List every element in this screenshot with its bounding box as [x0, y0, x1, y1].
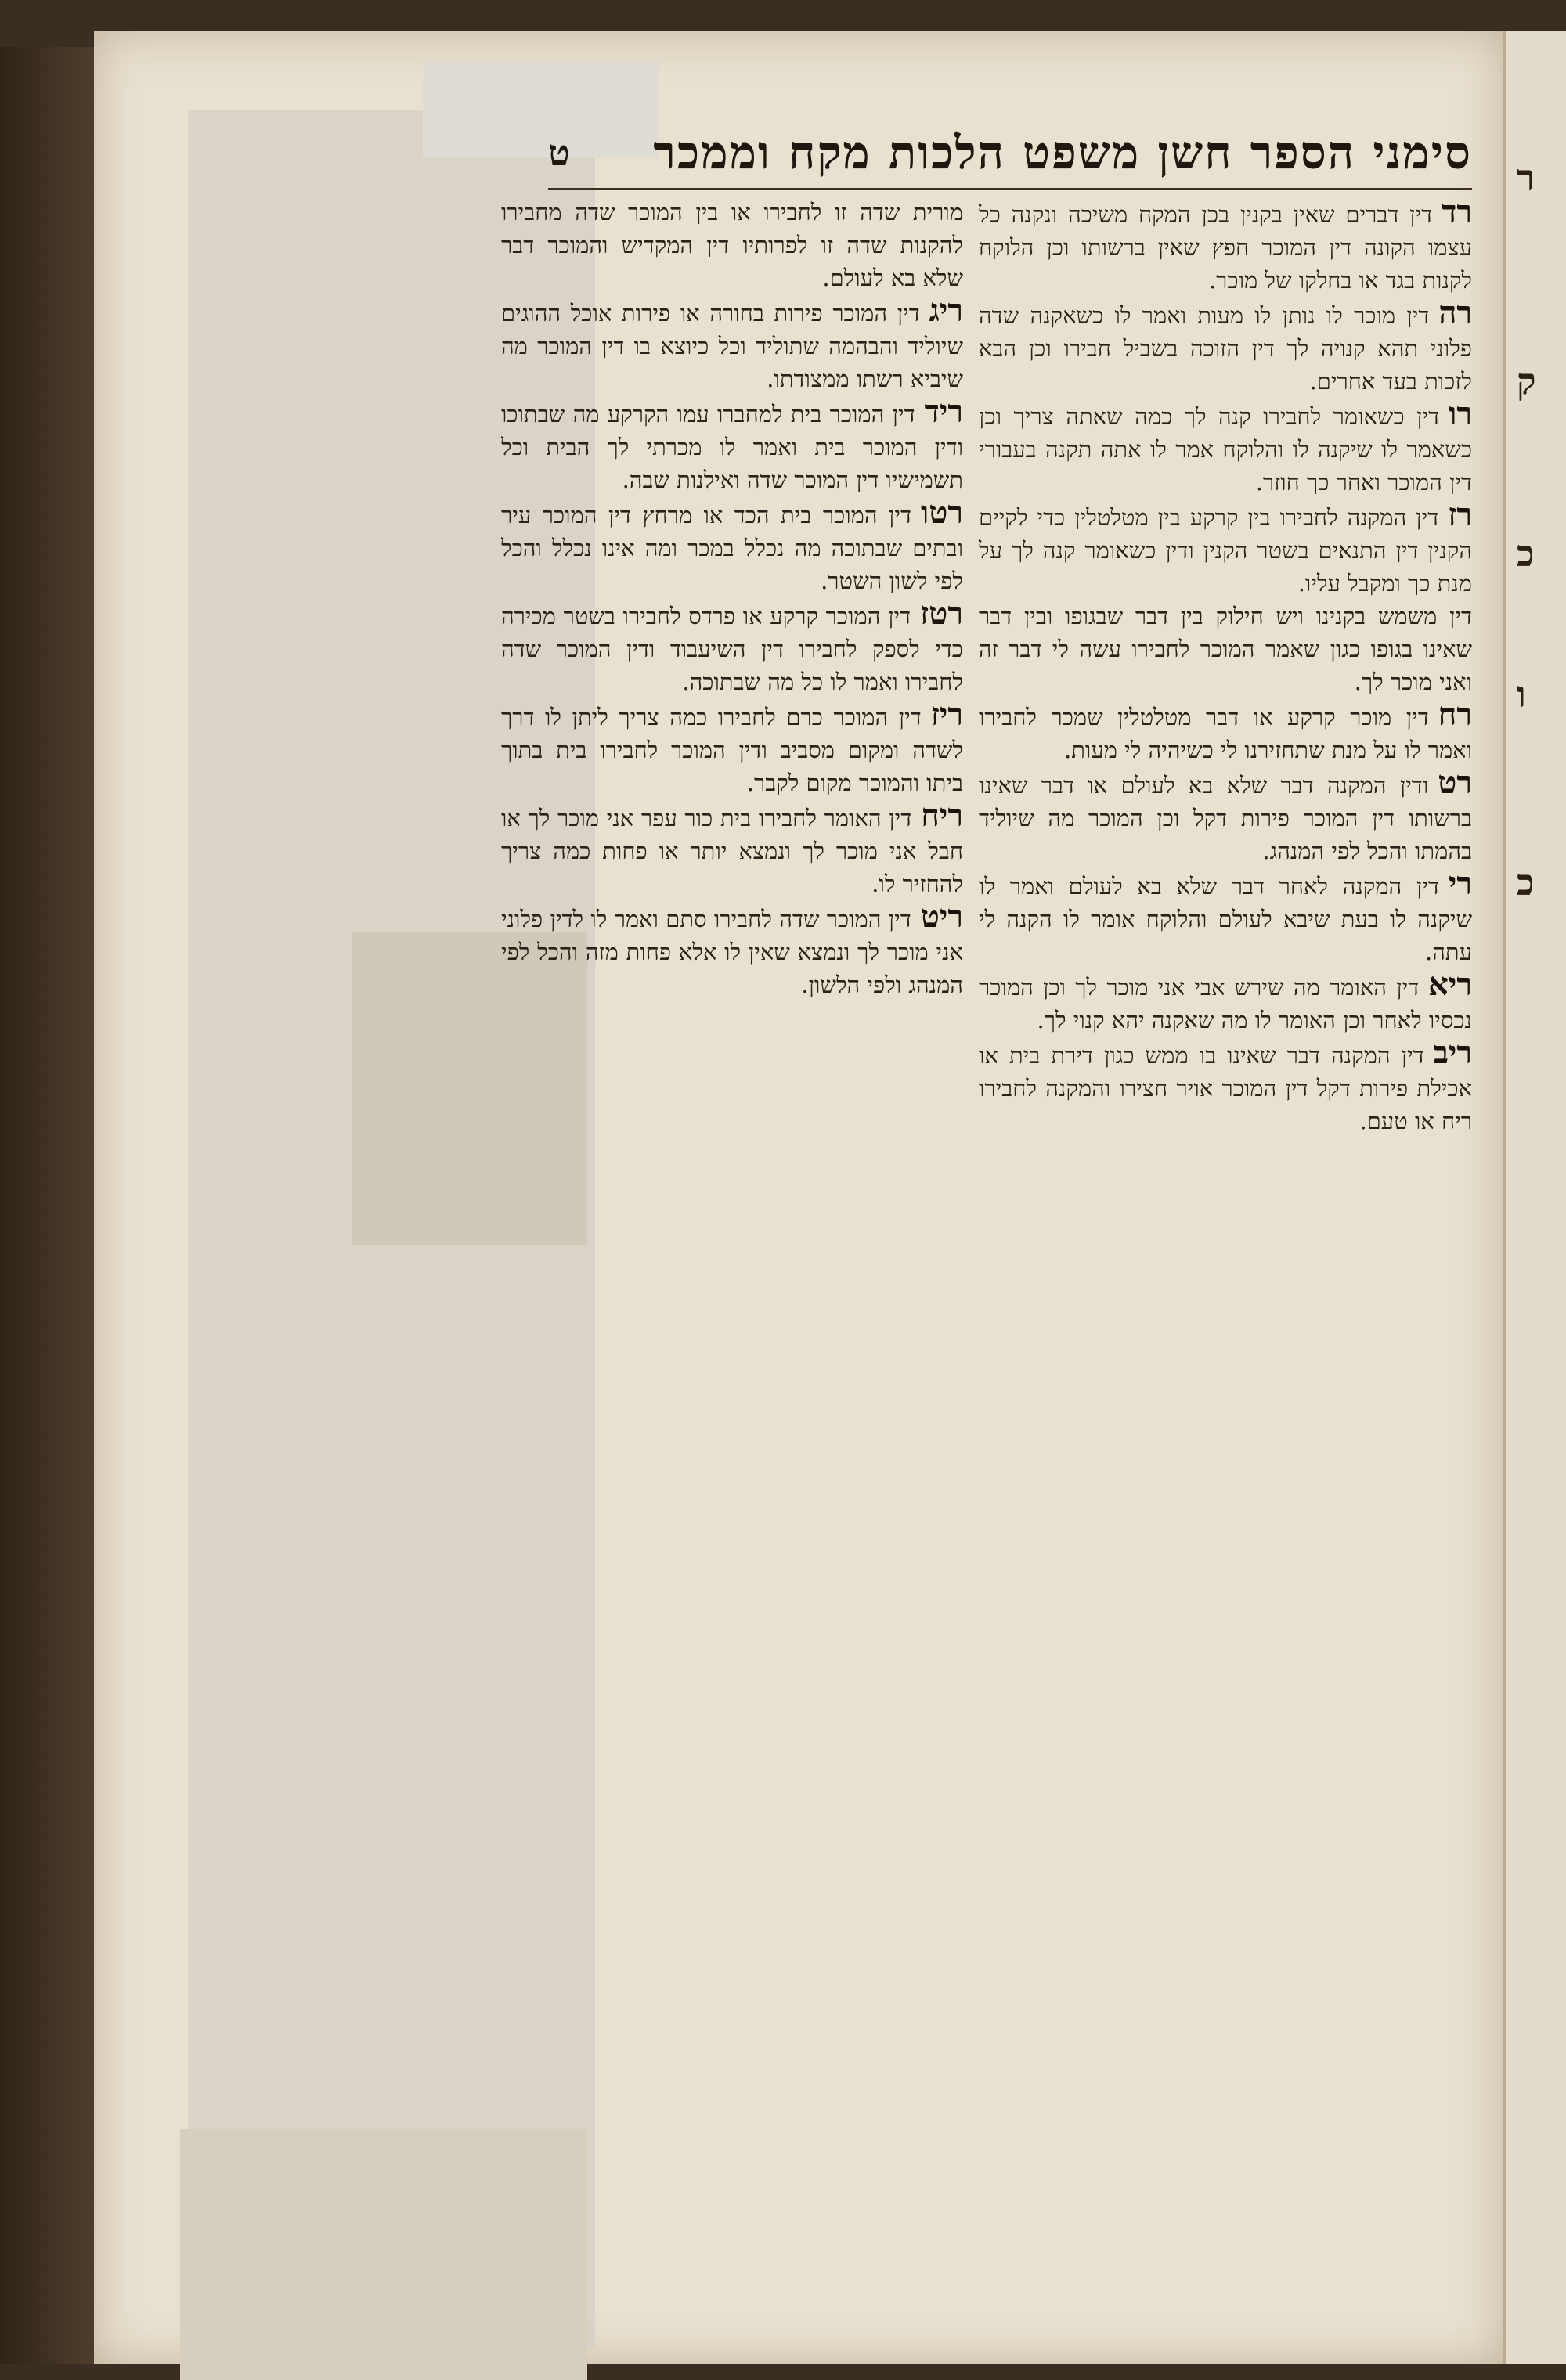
text-entry: [979, 968, 1472, 1037]
entry-number: רו: [1449, 395, 1472, 432]
entry-text: ודין המקנה דבר שלא בא לעולם או דבר שאינו ברשותו דין המוכר פירות דקל וכן המוכר מה שיוליד בהמתו והכל לפי המנהג.: [979, 772, 1472, 864]
text-entry: [979, 1034, 1472, 1138]
entry-text: דין המוכר בית הכד או מרחץ דין המוכר עיר ובתים שבתוכה מה נכלל במכר ומה אינו נכלל והכל לפי לשון השטר.: [501, 502, 963, 594]
text-entry: [979, 867, 1472, 968]
entry-number: רה: [1438, 294, 1472, 331]
entry-number: ריט: [920, 898, 963, 935]
facing-page-letter: ק: [1517, 360, 1536, 402]
entry-number: ריז: [930, 696, 963, 733]
entry-text: דין המוכר בית למחברו עמו הקרקע מה שבתוכו ודין המוכר בית ואמר לו מכרתי לך הבית וכל תשמישיו דין המוכר שדה ואילנות שבה.: [501, 401, 963, 493]
entry-text: דין משמש בקנינו ויש חילוק בין דבר שבגופו ובין דבר שאינו בגופו כגון שאמר המוכר לחבירו עשה לי דבר זה ואני מוכר לך.: [979, 603, 1472, 695]
entry-number: רטו: [920, 494, 963, 531]
text-entry: [501, 294, 963, 395]
text-entry: [979, 698, 1472, 766]
entry-text: דין מוכר לו נותן לו מעות ואמר לו כשאקנה שדה פלוני תהא קנויה לך דין הזוכה בשביל חבירו וכן הבא לזכות בעד אחרים.: [979, 302, 1472, 395]
entry-number: רד: [1442, 193, 1472, 230]
text-entry: [501, 597, 963, 698]
facing-page-edge: [1503, 31, 1566, 2364]
entry-text: דין דברים שאין בקנין בכן המקח משיכה ונקנה כל עצמו הקונה דין המוכר חפץ שאין ברשותו וכן הלוקח לקנות בגד או בחלקו של מוכר.: [979, 201, 1472, 294]
entry-text: דין המוכר שדה לחבירו סתם ואמר לו לדין פלוני אני מוכר לך ונמצא שאין לו אלא פחות מזה והכל לפי המנהג ולפי הלשון.: [501, 906, 963, 998]
entry-number: רי: [1448, 865, 1472, 902]
text-column-right: [979, 193, 1472, 2231]
text-entry: [501, 196, 963, 294]
entry-number: רטז: [920, 595, 963, 632]
entry-number: ריב: [1433, 1034, 1472, 1071]
folio-number: ט: [548, 132, 570, 174]
entry-text: דין המקנה לאחר דבר שלא בא לעולם ואמר לו שיקנה לו בעת שיבא לעולם והלוקח אומר לו הקנה לי עתה.: [979, 873, 1472, 965]
entry-number: רט: [1438, 764, 1472, 801]
paper-repair: [180, 2129, 587, 2380]
entry-text: דין המקנה לחבירו בין קרקע בין מטלטלין כדי לקיים הקנין דין התנאים בשטר הקנין ודין כשאומר קנה לך על מנת כך ומקבל עליו.: [979, 504, 1472, 597]
entry-text: דין מוכר קרקע או דבר מטלטלין שמכר לחבירו ואמר לו על מנת שתחזירנו לי כשיהיה לי מעות.: [979, 704, 1472, 763]
text-entry: [979, 395, 1472, 499]
entry-text: דין המוכר קרקע או פרדס לחבירו בשטר מכירה כדי לספק לחבירו דין השיעבוד ודין המוכר שדה לחבירו ואמר לו כל מה שבתוכה.: [501, 603, 963, 695]
facing-page-letter: ר: [1517, 157, 1535, 199]
entry-number: ריד: [924, 393, 963, 430]
text-entry: [501, 395, 963, 496]
entry-text: דין המוכר פירות בחורה או פירות אוכל ההוגים שיוליד והבהמה שתוליד וכל כיוצא בו דין המוכר מה שיביא רשתו ממצודתו.: [501, 300, 963, 392]
facing-page-letter: כ: [1517, 532, 1535, 575]
entry-text: דין האומר מה שירש אבי אני מוכר לך וכן המוכר נכסיו לאחר וכן האומר לו מה שאקנה יהא קנוי לך.: [979, 974, 1472, 1033]
text-entry: [979, 294, 1472, 398]
text-entry: [501, 496, 963, 597]
text-entry: [979, 766, 1472, 867]
text-column-left: [501, 196, 963, 2075]
text-entry: [501, 900, 963, 1001]
facing-page-letter: ו: [1517, 673, 1526, 716]
entry-text: מורית שדה זו לחבירו או בין המוכר שדה מחבירו להקנות שדה זו לפרותיו דין המקדיש והמוכר דבר שלא בא לעולם.: [501, 199, 963, 291]
text-entry: [979, 193, 1472, 297]
facing-page-letter: כ: [1517, 861, 1535, 903]
entry-number: ריא: [1428, 966, 1472, 1003]
entry-text: דין האומר לחבירו בית כור עפר אני מוכר לך או חבל אני מוכר לך ונמצא יותר או פחות כמה צריך להחזיר לו.: [501, 805, 963, 897]
entry-text: דין המקנה דבר שאינו בו ממש כגון דירת בית או אכילת פירות דקל דין המוכר אויר חצירו והמקנה לחבירו ריח או טעם.: [979, 1042, 1472, 1134]
entry-number: רז: [1448, 496, 1472, 533]
entry-text: דין המוכר כרם לחבירו כמה צריך ליתן לו דרך לשדה ומקום מסביב ודין המוכר לחבירו בית בתוך ביתו והמוכר מקום לקבר.: [501, 704, 963, 796]
page-title: סימני הספר חשן משפט הלכות מקח וממכר: [653, 126, 1472, 179]
text-entry: [979, 600, 1472, 698]
entry-text: דין כשאומר לחבירו קנה לך כמה שאתה צריך וכן כשאמר לו שיקנה לו והלוקח אמר לו אתה תקנה בעבורי דין המוכר ואחר כך חוזר.: [979, 403, 1472, 496]
text-entry: [979, 496, 1472, 600]
entry-number: ריח: [921, 797, 963, 834]
page-header: [548, 117, 1472, 190]
entry-number: ריג: [929, 292, 963, 329]
text-entry: [501, 698, 963, 799]
text-entry: [501, 799, 963, 900]
entry-number: רח: [1438, 696, 1472, 733]
